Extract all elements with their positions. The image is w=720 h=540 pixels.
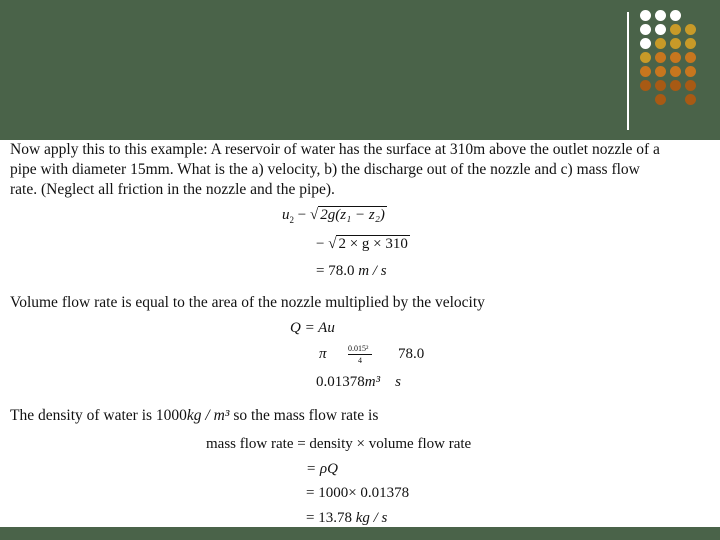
sqrt-icon: √ xyxy=(328,236,337,252)
decorative-dot xyxy=(640,24,651,35)
mass-result-value: = 13.78 xyxy=(306,510,352,526)
density-value: 1000 xyxy=(155,407,187,424)
velocity-unit: m / s xyxy=(358,263,387,279)
flow-sentence: Volume flow rate is equal to the area of the nozzle multiplied by the velocity xyxy=(10,294,485,311)
velocity-result xyxy=(316,263,387,280)
mass-result-unit: kg / s xyxy=(355,510,388,526)
decorative-dot xyxy=(655,66,666,77)
mass-equation-2: = ρQ xyxy=(306,461,338,477)
sqrt-icon: √ xyxy=(309,207,319,223)
flow-result xyxy=(316,374,401,391)
decorative-dot xyxy=(670,80,681,91)
mass-equation-1: mass flow rate = density × volume flow rate xyxy=(206,436,472,452)
decorative-dot xyxy=(670,38,681,49)
intro-line-2: pipe with diameter 15mm. What is the a) velocity, b) the discharge out of the nozzle and c) mass flow xyxy=(10,161,640,178)
pi-symbol: π xyxy=(319,346,327,362)
decorative-dot xyxy=(655,24,666,35)
decorative-dot xyxy=(670,10,681,21)
decorative-dot xyxy=(640,10,651,21)
decorative-dot xyxy=(685,94,696,105)
decorative-dot xyxy=(685,52,696,63)
flow-equation-2 xyxy=(319,346,327,363)
decorative-dot xyxy=(685,24,696,35)
decorative-dot xyxy=(655,38,666,49)
intro-line-1: Now apply this to this example: A reservoir of water has the surface at 310m above the outlet nozzle of a xyxy=(10,141,660,158)
slide-content-area xyxy=(0,140,720,527)
velocity-equation-2 xyxy=(316,236,410,253)
flow-result-tail: s xyxy=(395,374,401,390)
flow-result-value: 0.01378 xyxy=(316,374,365,390)
flow-result-unit: m³ xyxy=(364,374,381,390)
decorative-dot xyxy=(670,52,681,63)
velocity-equation-1 xyxy=(282,207,387,225)
decorative-dot xyxy=(655,52,666,63)
decorative-dot xyxy=(670,66,681,77)
eq2-radicand: 2 × g × 310 xyxy=(338,236,408,252)
fraction-denominator: 4 xyxy=(358,356,362,365)
density-after: so the mass flow rate is xyxy=(229,407,379,424)
eq1-radicand: 2g(z₁ − z₂) xyxy=(320,207,385,223)
decorative-dot xyxy=(640,38,651,49)
density-before: The density of water is xyxy=(10,407,156,424)
decorative-dot xyxy=(655,10,666,21)
flow-equation-1: Q = Au xyxy=(290,320,335,336)
fraction-numerator: 0.015² xyxy=(348,344,369,353)
velocity-symbol: u xyxy=(282,207,290,223)
decorative-dot xyxy=(640,80,651,91)
density-unit: kg / m³ xyxy=(186,407,230,424)
slide-footer-band xyxy=(0,527,720,540)
flow-velocity-value: 78.0 xyxy=(398,346,425,362)
mass-result xyxy=(306,510,387,527)
mass-equation-3: = 1000× 0.01378 xyxy=(306,485,410,501)
decorative-dot xyxy=(685,80,696,91)
slide-header-band xyxy=(0,0,720,140)
decorative-dot xyxy=(655,80,666,91)
velocity-subscript: 2 xyxy=(289,215,294,225)
decorative-dot xyxy=(640,66,651,77)
header-divider-line xyxy=(627,12,629,130)
decorative-dot xyxy=(670,24,681,35)
velocity-value: = 78.0 xyxy=(316,263,355,279)
eq1-prefix: − xyxy=(297,207,307,223)
decorative-dot xyxy=(685,66,696,77)
density-sentence xyxy=(10,406,378,426)
decorative-dot xyxy=(685,38,696,49)
intro-line-3: rate. (Neglect all friction in the nozzle and the pipe). xyxy=(10,181,335,198)
eq2-prefix: − xyxy=(316,236,325,252)
decorative-dot xyxy=(640,52,651,63)
fraction-bar xyxy=(348,354,372,355)
decorative-dot xyxy=(655,94,666,105)
